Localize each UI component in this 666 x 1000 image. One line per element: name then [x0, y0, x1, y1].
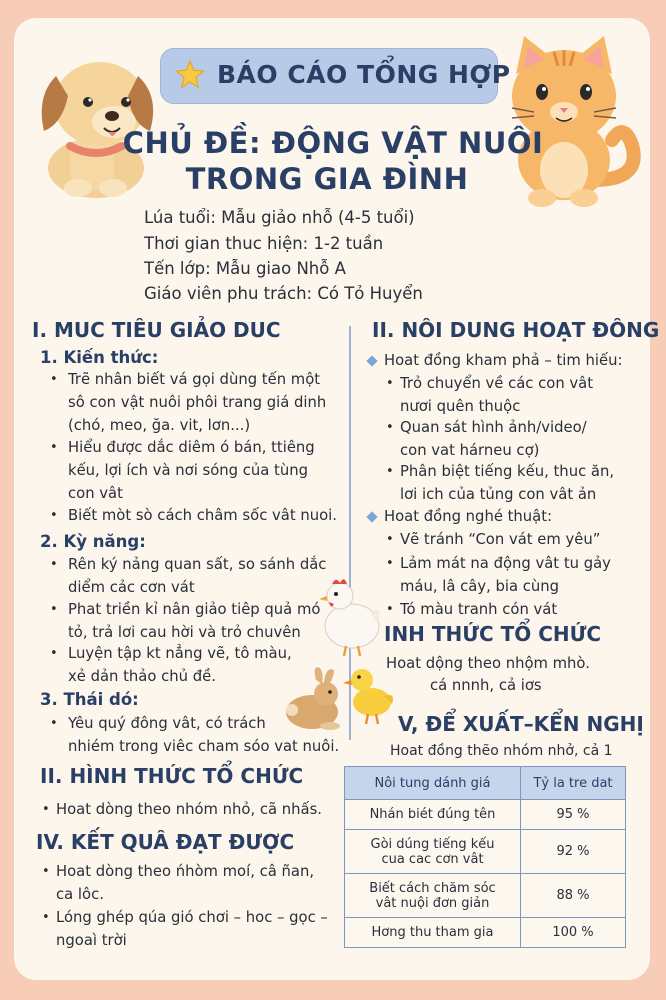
table-cell-rate: 92 % — [521, 830, 626, 874]
title-banner — [160, 48, 511, 104]
bullet-icon: • — [42, 802, 50, 817]
topic-title-line2: TRONG GIA ĐÌNH — [185, 162, 469, 196]
bullet-icon: • — [50, 646, 58, 661]
table-cell-rate: 95 % — [521, 800, 626, 830]
activity-group2-item-1: Vẽ tránh “Con vát em yêu” — [400, 531, 601, 548]
attitude-item-1: Yêu quý đông vât, có trách nhiém trong viêc cham sóo vat nuôi. — [68, 715, 340, 755]
table-cell-criteria: Hơng thu tham gia — [371, 925, 494, 940]
bullet-icon: • — [50, 508, 58, 523]
organization-item: Hoat dòng theo nhóm nhỏ, cã nhấs. — [56, 801, 322, 818]
teacher-info: Giáo viên phu trách: Có Tỏ Huyển — [144, 284, 423, 303]
section3-line2: cá nnnh, cả iơs — [430, 677, 542, 694]
result-item-1: Hoat dòng theo ńhòm moí, câ ñan, ca lôc. — [56, 863, 315, 903]
table-header-row — [345, 767, 626, 800]
skills-item-3: Luyện tập kt nẳng vẽ, tô màu, xẻ dản thảo chủ đề. — [68, 645, 292, 685]
bullet-icon: • — [386, 464, 394, 479]
section5-subtitle: Hoat đồng thẽo nhóm nhở, cả 1 — [390, 743, 613, 759]
table-cell-rate: 88 % — [521, 874, 626, 918]
duckling-illustration — [342, 660, 404, 726]
bullet-icon: • — [386, 376, 394, 391]
activity-group2-item-2: Lảm mát na động vât tu gảy máu, lâ cây, bia cùng — [400, 555, 611, 595]
bullet-icon: • — [50, 372, 58, 387]
activity-group1-item-2: Quan sát hình ảnh/video/ con vat hárneu cợ) — [400, 419, 587, 459]
table-row — [345, 830, 626, 874]
section3-title: INH THỨC TỔ CHỨC — [384, 622, 602, 646]
banner-title: BÁO CÁO TỔNG HỢP — [217, 60, 511, 89]
table-row — [345, 918, 626, 948]
bullet-icon: • — [42, 910, 50, 925]
table-cell-criteria: Gòi dúng tiếng kếu — [370, 836, 495, 852]
section3-line1: Hoat dộng theo nhộm mhò. — [386, 655, 590, 672]
bullet-icon: • — [386, 420, 394, 435]
age-info: Lúa tuổi: Mẫu giảo nhỗ (4-5 tuổi) — [144, 208, 415, 227]
table-header-rate: Tỷ la tre dat — [521, 767, 626, 800]
table-row — [345, 800, 626, 830]
class-info: Tến lớp: Mẫu giao Nhỗ A — [144, 259, 346, 278]
activity-group1-item-3: Phân biệt tiếng kếu, thuc ăn, lơi ich của tủng con vât ản — [400, 463, 615, 503]
evaluation-table — [344, 766, 626, 948]
bullet-icon: • — [42, 864, 50, 879]
knowledge-item-3: Biết mòt sò cách châm sốc vât nuoi. — [68, 507, 337, 524]
bullet-icon: • — [50, 602, 58, 617]
section2-right-title: II. NÔI DUNG HOẠT ĐÔNG — [372, 318, 660, 342]
table-cell-criteria: Biết cách chăm sóc — [369, 880, 496, 896]
section5-title: V, ĐỂ XUẤT–KỂN NGHỊ — [398, 712, 644, 736]
skills-item-2: Phat triền kỉ nân giảo tiêp quả mó tỏ, trả lơi cau hời và trỏ chuvên — [68, 601, 321, 641]
bullet-icon: • — [50, 716, 58, 731]
bullet-icon: • — [386, 602, 394, 617]
section2-left-title: II. HÌNH THỨC TỔ CHỨC — [40, 764, 304, 788]
knowledge-title: 1. Kiến thức: — [40, 348, 159, 367]
duration-info: Thơi gian thuc hiện: 1-2 tuần — [144, 234, 384, 253]
bullet-icon: • — [50, 440, 58, 455]
table-cell-criteria: cua cac cơn vât — [381, 851, 484, 867]
topic-title-line1: CHỦ ĐỀ: ĐỘNG VẬT NUÔI — [122, 126, 544, 160]
section4-title: IV. KẾT QUÂ ĐẠT ĐƯỢC — [36, 830, 295, 854]
activity-group2-title: Hoat đồng nghé thuật: — [384, 508, 553, 525]
activity-group1-item-1: Trỏ chuyển về các con vât nươi quên thuộc — [400, 375, 594, 415]
hen-illustration — [312, 568, 384, 660]
bullet-icon: • — [386, 556, 394, 571]
skills-item-1: Rên ký nảng quan sất, so sánh dắc diểm cảc cơn vát — [68, 556, 327, 596]
table-cell-rate: 100 % — [521, 918, 626, 948]
attitude-title: 3. Thái dó: — [40, 690, 139, 709]
bullet-icon: • — [50, 557, 58, 572]
result-item-2: Lóng ghép qúa gió chơi – hoc – gọc – ngoaì trời — [56, 909, 328, 949]
table-cell-criteria: vât nuội đơn giản — [375, 895, 490, 911]
section1-title: I. MUC TIÊU GIẢO DUC — [32, 318, 281, 342]
bullet-icon: • — [386, 532, 394, 547]
table-header-criteria: Nôi tung dánh giá — [345, 767, 521, 800]
skills-title: 2. Kỳ năng: — [40, 532, 146, 551]
star-icon — [173, 58, 207, 92]
knowledge-item-2: Hiểu được dắc diêm ó bán, ttiêng kếu, lợi ích và nơi sóng của tùng con vât — [68, 439, 315, 502]
activity-group2-item-3: Tó màu tranh cón vát — [400, 601, 558, 618]
table-row — [345, 874, 626, 918]
knowledge-item-1: Trẽ nhân biết vá gọi dùng tến một sô con vật nuôi phôi trang giá dinh (chó, meo, ğa. vit, lơn...) — [68, 371, 327, 434]
activity-group1-title: Hoat đồng kham phả – tim hiếu: — [384, 352, 623, 369]
table-cell-criteria: Nhán biét đúng tên — [369, 807, 496, 822]
